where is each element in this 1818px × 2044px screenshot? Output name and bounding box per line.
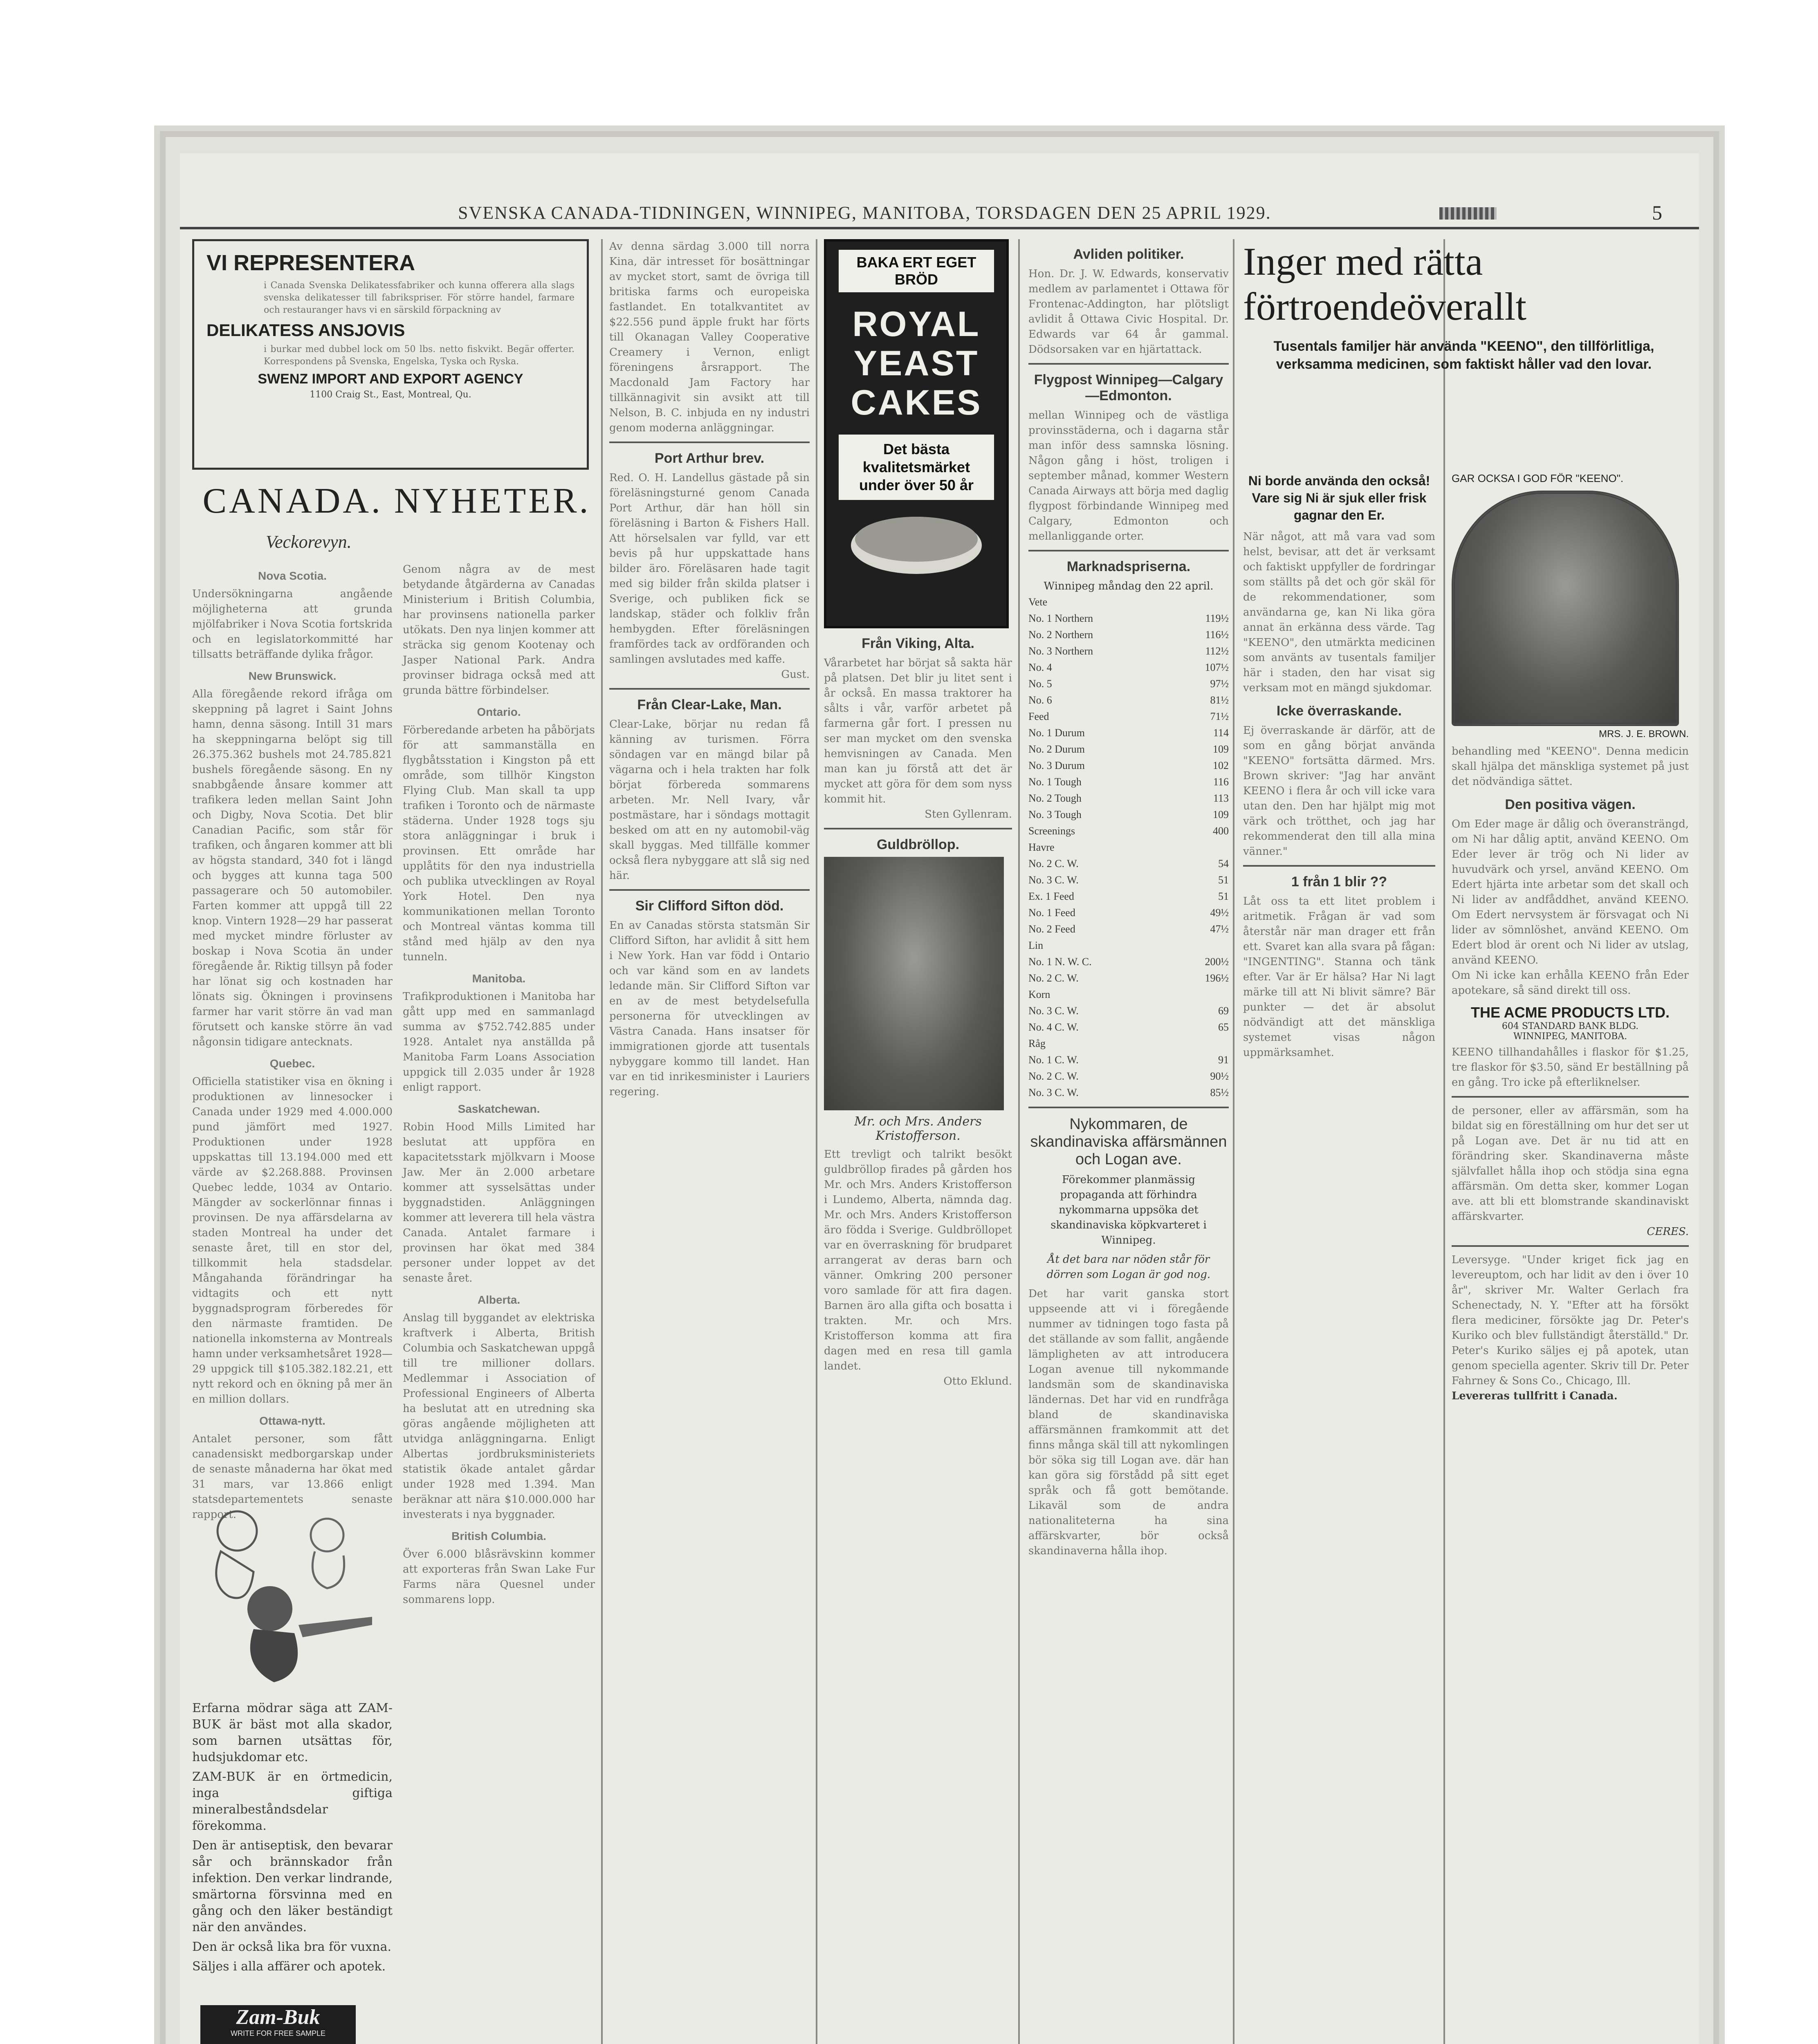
keeno-headline-2: förtroendeöverallt [1243,285,1526,328]
market-group-title: Råg [1028,1038,1046,1049]
col3-lead: Av denna särdag 3.000 till norra Kina, där intresset för bosättningar av mycket stort, samt de övriga till britiska farms och europeiska fastlandet. En totalkvantitet av $22.556 pund äpple frukt har förts till Okanagan Valley Cooperative Creamery i Vernon, enligt föreningens årsrapport. The Macdonald Jam Factory har tillkännagivit sin avsikt att till Nelson, B. C. inbjuda en ny industri genom moderna anläggningar. [609,240,810,434]
column-5 [1028,239,1229,1559]
delikatess-product: DELIKATESS ANSJOVIS [206,320,405,340]
keeno-right-text-2: Om Eder mage är dålig och överansträngd, om Ni har dålig aptit, använd KEENO. Om Eder lever är trög och Ni lider av huvudvärk och yrsel, använd KEENO. Om Edert hjärta inte arbetar som det skall och Ni lider av andfåddhet, använd KEENO. Om Edert nervsystem är försvagat och Ni lider av sömnlöshet, använd KEENO. Om Edert blod är orent och Ni lider av utslag, använd KEENO. [1452,818,1689,966]
market-row [1028,1019,1229,1035]
market-row [1028,708,1229,725]
section-head: Nova Scotia. [258,569,327,582]
column-rule [1233,239,1234,2044]
market-row [1028,970,1229,986]
divider [1243,865,1435,867]
newspaper-page [180,153,1699,2044]
market-row [1028,790,1229,807]
market-group-title: Havre [1028,841,1055,853]
zambuk-logo-text: Zam-Buk [236,2006,320,2029]
keeno-head-3: 1 från 1 blir ?? [1291,874,1387,890]
viking-sign: Sten Gyllenram. [925,808,1012,820]
market-grade: No. 1 Northern [1028,612,1093,624]
zambuk-text-2: ZAM-BUK är en örtmedicin, inga giftiga mineralbeståndsdelar förekomma. [192,1770,393,1833]
flygpost-head: Flygpost Winnipeg—Calgary —Edmonton. [1034,372,1223,403]
market-price: 109 [1213,743,1229,755]
market-price: 107½ [1205,661,1229,673]
yeast-claim: Det bästa kvalitetsmärket under över 50 år [839,435,994,500]
section-text: Alla föregående rekord ifråga om skeppning på lagret i Saint Johns hamn, denna säsong. Intill 31 mars ha skeppningarna belöpt sig till 26.375.362 bushels mot 24.785.821 bushels föregående säsong. En ny snabbgående ånsare kommer att trafikera leden mellan Saint John och Digby, Nova Scotia. Det blir Canadian Pacific, som står för trafiken, och ångaren kommer att bli av högsta standard, 340 fot i längd och bygges att kunna taga 500 passagerare och 50 automobiler. Farten kommer att uppgå till 22 knop. Vintern 1928—29 har passerat med mycket mindre förluster av boskap i Nova Scotia än under föregående år. Riktig tillsyn på foder har lönat sig och kostnaden har lönats sig. Ökningen i provinsens farmer har varit större än vad man förutsett och kanske större än vad någonsin tidigare antecknats. [192,688,393,1048]
market-grade: No. 1 C. W. [1028,1054,1079,1066]
zambuk-text-5: Säljes i alla affärer och apotek. [192,1959,386,1974]
market-price: 119½ [1205,612,1229,624]
section-head: Alberta. [477,1293,521,1306]
delikatess-company: SWENZ IMPORT AND EXPORT AGENCY [258,371,523,387]
column-rule [1018,239,1020,2044]
column-4 [824,239,1012,1389]
market-row [1028,856,1229,872]
market-price: 114 [1213,727,1229,739]
market-price: 97½ [1210,678,1229,690]
zambuk-logo [200,2005,356,2044]
market-price: 109 [1213,809,1229,820]
market-row [1028,823,1229,839]
section-text: Officiella statistiker visa en ökning i produktionen av linnesocker i Canada under 1929 med 4.000.000 pund jämfört med 1927. Produktionen under 1928 uppskattas till 13.194.000 med ett värde av $2.268.888. Provinsen Quebec ledde, 1034 av Ontario. Mängder av sockerlönnar finnas i provinsen. De nya affärsdelarna av staden Montreal ha under det senaste året, till en stor del, tillkommit hela stadsdelar. Mångahanda förändringar ha vidtagits och ett nytt byggnadsprogram förberedes för den närmaste framtiden. De nationella inkomsterna av Montreals hamn under verksamhetsåret 1928—29 uppgick till $105.382.182.21, ett nytt rekord och en ökning på mer än en million dollars. [192,1076,393,1405]
zambuk-text-1: Erfarna mödrar säga att ZAM-BUK är bäst mot alla skador, som barnen utsättas för, hudsjukdomar etc. [192,1701,393,1764]
flygpost-text: mellan Winnipeg och de västliga provinsstäderna, och i dagarna står man inför dess samnska lösning. Någon gång i höst, troligen i september månad, kommer Western Canada Airways att börja med daglig flygpost förbindande Winnipeg med Calgary, Edmonton och mellanliggande orter. [1028,409,1229,542]
market-row [1028,758,1229,774]
market-grade: No. 3 C. W. [1028,874,1079,886]
market-grade: No. 2 Tough [1028,792,1082,804]
clear-lake-head: Från Clear-Lake, Man. [637,697,782,713]
divider [1028,363,1229,365]
market-price: 54 [1218,858,1229,870]
couple-photo [824,857,1004,1110]
section-text: Förberedande arbeten ha påbörjats för att sammanställa en flygbåtsstation i Kingston på ett område, som tillhör Kingston Flying Club. Man skall ta upp trafiken i Toronto och de närmaste städerna. Under 1928 togs sju stora anläggningar i bruk i provinsen. Ett område har upplåtits för den nya industriella och publika utvecklingen av Royal York Hotel. Den nya kommunikationen mellan Toronto och Montreal väntas komma till stånd med hjälp av den nya tunneln. [403,724,595,963]
market-row [1028,905,1229,921]
market-row [1028,1085,1229,1101]
port-arthur-head: Port Arthur brev. [654,450,765,466]
keeno-right-text-7: Levereras tullfritt i Canada. [1452,1390,1618,1402]
zambuk-text-3: Den är antiseptisk, den bevarar sår och brännskador från infektion. Den verkar lindrande, smärtorna försvinna med en gång och den läker beständigt när den användes. [192,1838,393,1934]
keeno-good-for: GAR OCKSA I GOD FÖR "KEENO". [1452,472,1624,484]
markets-head: Marknadspriserna. [1066,559,1191,574]
market-price: 90½ [1210,1070,1229,1082]
column-3 [609,239,810,1100]
masthead [180,198,1699,229]
market-grade: No. 3 Durum [1028,760,1085,771]
market-grade: No. 3 Northern [1028,645,1093,657]
royal-yeast-ad [824,239,1009,628]
market-price: 112½ [1205,645,1229,657]
keeno-ad [1243,239,1685,381]
viking-text: Vårarbetet har börjat så sakta här på platsen. Det blir ju litet sent i år också. En massa traktorer ha sålts i vår, varför arbetet på farmerna går fort. I pressen nu ser man mycket om den svenska hemvisningen av Canada. Men man kan ju förstå att det är mycket att göra för dem som nyss kommit hit. [824,657,1012,805]
divider [1028,1107,1229,1108]
market-grade: No. 2 Northern [1028,629,1093,641]
yeast-brand: ROYAL YEAST CAKES [851,305,982,422]
market-grade: No. 5 [1028,678,1052,690]
market-grade: No. 3 C. W. [1028,1005,1079,1017]
market-price: 71½ [1210,710,1229,722]
nykommaren-quote: Åt det bara nar nöden står för dörren som Logan är god nog. [1046,1253,1211,1281]
markets-table [1028,594,1229,1101]
market-grade: Screenings [1028,825,1075,837]
market-grade: No. 4 C. W. [1028,1021,1079,1033]
market-row [1028,1003,1229,1019]
delikatess-ad [192,239,589,470]
baby-illustration [192,1502,384,1699]
news-title: CANADA. NYHETER. [202,481,591,521]
section-head: British Columbia. [451,1530,546,1542]
market-row [1028,676,1229,692]
section-head: Ottawa-nytt. [259,1414,325,1427]
market-row [1028,921,1229,937]
masthead-line: SVENSKA CANADA-TIDNINGEN, WINNIPEG, MANITOBA, TORSDAGEN DEN 25 APRIL 1929. [458,203,1271,223]
market-row [1028,1068,1229,1085]
section-text: Genom några av de mest betydande åtgärderna av Canadas Ministerium i British Columbia, har provinsens nationella parker utökats. Den nya linjen kommer att sträcka sig genom Kootenay och Jasper National Park. Andra provinser bidraga också med att grunda bättre förbindelser. [403,563,595,697]
market-price: 49½ [1210,907,1229,919]
market-grade: No. 4 [1028,661,1052,673]
market-grade: No. 2 C. W. [1028,972,1079,984]
mrs-brown-portrait [1452,491,1679,726]
market-price: 85½ [1210,1087,1229,1098]
delikatess-intro: i Canada Svenska Delikatessfabriker och kunna offerera alla slags svenska delikatesser till fabrikspriser. För större handel, farmare och restauranger havs vi en särskild förpackning av [264,280,575,315]
yeast-top: BAKA ERT EGET BRÖD [839,250,994,292]
market-row [1028,643,1229,659]
column-rule [1443,239,1445,2044]
market-price: 113 [1213,792,1229,804]
market-grade: No. 2 C. W. [1028,1070,1079,1082]
column-rule [601,239,603,2044]
market-row [1028,741,1229,758]
keeno-sub: Tusentals familjer här använda "KEENO", den tillförlitliga, verksamma medicinen, som faktiskt håller vad den lovar. [1273,338,1654,372]
market-price: 200½ [1205,956,1229,968]
keeno-right-text-6: Leversyge. "Under kriget fick jag en levereuptom, och har lidit av den i över 10 år", skriver Mr. Walter Gerlach fra Schenectady, N. Y. "Efter att ha försökt flera mediciner, försökte jag Dr. Peter's Kuriko och blev fullständigt återställd." Dr. Peter's Kuriko säljes ej på apotek, utan genom speciella agenter. Skriv till Dr. Peter Fahrney & Sons Co., Chicago, Ill. [1452,1254,1689,1387]
market-price: 51 [1218,874,1229,886]
market-price: 116 [1213,776,1229,788]
zambuk-tagline: WRITE FOR FREE SAMPLE [230,2029,326,2037]
news-column-1 [192,562,393,1522]
market-row [1028,807,1229,823]
delikatess-title: VI REPRESENTERA [206,251,415,275]
delikatess-address: 1100 Craig St., East, Montreal, Qu. [310,390,471,400]
sifton-head: Sir Clifford Sifton död. [635,898,784,914]
keeno-right-text-3: Om Ni icke kan erhålla KEENO från Eder apotekare, så sänd direkt till oss. [1452,969,1689,997]
section-text: Robin Hood Mills Limited har beslutat att uppföra en kapacitetsstark mjölkvarn i Moose Jaw. Mer än 2.000 arbetare kommer att sysselsättas under byggnadstiden. Anläggningen kommer att leverera till hela västra Canada. Antalet farmare i provinsen har ökat med 384 personer under loppet av det senaste året. [403,1121,595,1284]
section-head: Saskatchewan. [458,1103,540,1115]
couple-caption: Mr. och Mrs. Anders Kristofferson. [854,1114,982,1143]
viking-head: Från Viking, Alta. [862,636,974,651]
section-head: Manitoba. [472,972,526,985]
avliden-head: Avliden politiker. [1073,247,1184,262]
market-price: 47½ [1210,923,1229,935]
market-grade: Ex. 1 Feed [1028,890,1074,902]
keeno-right-text-5: de personer, eller av affärsmän, som ha bildat sig en föreställning om hur det ser ut på Logan ave. Det är nu tid att en förändring sker. Skandinaverna måste självfallet hålla ihop och stödja sina egna affärsmän. Om detta sker, kommer Logan ave. att bli ett blomstrande skandinaviskt affärskvarter. [1452,1105,1689,1223]
market-price: 51 [1218,890,1229,902]
market-row [1028,627,1229,643]
section-text: Antalet personer, som fått canadensiskt medborgarskap under de senaste månaderna har ökat med 31 mars, var 13.866 enligt statsdepartementets senaste rapport. [192,1433,393,1521]
keeno-text-3: Låt oss ta ett litet problem i aritmetik. Frågan är vad som återstår när man drager ett från ett. Svaret kan alla svara på fågan: "INGENTING". Stanna och tänk efter. Var är Er hälsa? Har Ni lagt märke till att Ni blivit sämre? Bär punkter — det är absolut nödvändigt att det mänskliga systemet visas någon uppmärksamhet. [1243,895,1435,1059]
nykommaren-text: Det har varit ganska stort uppseende att vi i föregående nummer av tidningen togo fasta på det ställande av som fallit, angående lämpligheten av att introducera Logan avenue till nykommande landsmän som de skandinaviska ländernas. Det har vid en rundfråga bland de skandinaviska affärsmännen framkommit att det finns många skäl till att nykomlingen bör söka sig till Logan ave. där han kan göra sig förstådd på sitt eget språk och få gott bemötande. Likaväl som de andra nationaliteterna ha sina affärskvarter, bör också skandinaverna hålla ihop. [1028,1288,1229,1557]
market-row [1028,774,1229,790]
market-row [1028,659,1229,676]
keeno-text-1: När något, att må vara vad som helst, bevisar, att det är verksamt och faktiskt uppfyller de fordringar som ställts på det och gör skäl för de rekommendationer, som användarna ge, kan Ni lika göra annat än erkänna dess värde. Tag "KEENO", den utmärkta medicinen som använts av tusentals familjer här i staden, den har visat sig verksam mot en mängd sjukdomar. [1243,531,1435,694]
section-text: Undersökningarna angående möjligheterna att grunda mjölfabriker i Nova Scotia fortskrida och en legislatorkommitté har tillsatts beträffande dylika frågor. [192,588,393,661]
guldbrollop-text: Ett trevligt och talrikt besökt guldbröllop firades på gården hos Mr. och Mrs. Anders Kristofferson i Lundemo, Alberta, nämnda dag. Mr. och Mrs. Anders Kristofferson äro födda i Sverige. Guldbröllopet var en överraskning för brudparet arrangerat av deras barn och vänner. Omkring 200 personer voro samlade för att fira dagen. Barnen äro alla gifta och bosatta i trakten. Mr. och Mrs. Kristofferson komma att fira dagen med en resa till gamla landet. [824,1148,1012,1372]
section-text: Anslag till byggandet av elektriska kraftverk i Alberta, British Columbia och Saskatchewan uppgå till tre millioner dollars. Medlemmar i Association of Professional Engineers of Alberta ha beslutat att en utredning ska göras angående möjligheten att utvidga anläggningarna. Enligt Albertas jordbruksministeriets statistik ökade antalet gårdar under 1928 med 1.394. Man beräknar att nära $10.000.000 har investerats i nya byggnader. [403,1312,595,1521]
market-price: 69 [1218,1005,1229,1017]
keeno-text-2: Ej överraskande är därför, att de som en gång börjat använda "KEENO" fortsätta därmed. Mrs. Brown skriver: "Jag har använt KEENO i flera år och vill icke vara utan den. Den har hjälpt mig mot värk och trötthet, och jag har rekommenderat den till alla mina vänner." [1243,724,1435,858]
market-row [1028,954,1229,970]
news-header [192,480,601,552]
divider [1452,1245,1689,1247]
divider [1028,550,1229,551]
nykommaren-intro: Förekommer planmässig propaganda att förhindra nykommarna uppsöka det skandinaviska köpkvarteret i Winnipeg. [1050,1174,1207,1246]
zambuk-text-4: Den är också lika bra för vuxna. [192,1940,392,1954]
market-grade: No. 1 N. W. C. [1028,956,1092,968]
page-number: 5 [1652,201,1662,224]
divider [609,442,810,443]
news-column-2 [403,562,595,1607]
market-grade: No. 6 [1028,694,1052,706]
market-grade: No. 2 Durum [1028,743,1085,755]
section-head: Quebec. [269,1057,315,1070]
ceres-sign: CERES. [1647,1226,1689,1238]
sifton-text: En av Canadas största statsmän Sir Clifford Sifton, har avlidit å sitt hem i New York. Han var född i Ontario och var känd som en av landets ledande män. Sir Clifford Sifton var en av de mest betydelsefulla personerna för utvecklingen av Västra Canada. Hans insatser för immigrationen gjorde att tusentals nybyggare kommo till landet. Han var en tid inrikesminister i Lauriers regering. [609,919,810,1098]
delikatess-product-desc: i burkar med dubbel lock om 50 lbs. netto fiskvikt. Begär offerter. Korrespondens på Svenska, Engelska, Tyska och Ryska. [264,344,575,367]
market-price: 91 [1218,1054,1229,1066]
guldbrollop-sign: Otto Eklund. [943,1375,1012,1387]
market-price: 196½ [1205,972,1229,984]
market-price: 102 [1213,760,1229,771]
masthead-ornament [1439,207,1497,220]
market-group-title: Lin [1028,939,1044,951]
section-text: Över 6.000 blåsrävskinn kommer att exporteras från Swan Lake Fur Farms nära Quesnel under sommarens lopp. [403,1548,595,1606]
keeno-head-4: Den positiva vägen. [1505,797,1636,812]
market-grade: No. 2 C. W. [1028,858,1079,870]
market-grade: No. 1 Tough [1028,776,1082,788]
market-grade: No. 1 Durum [1028,727,1085,739]
acme-address-1: 604 STANDARD BANK BLDG. [1502,1021,1639,1031]
keeno-q1: Ni borde använda den också! Vare sig Ni är sjuk eller frisk gagnar den Er. [1248,473,1430,522]
section-head: Ontario. [477,706,521,718]
divider [609,889,810,891]
section-text: Trafikproduktionen i Manitoba har gått upp med en sammanlagd summa av $752.742.885 under 1928. Antalet nya anställda på Manitoba Farm Loans Association uppgick till 2.035 under år 1928 enligt rapport. [403,991,595,1094]
divider [1452,1096,1689,1098]
market-grade: No. 1 Feed [1028,907,1075,919]
market-price: 81½ [1210,694,1229,706]
zambuk-ad [192,1502,393,2044]
market-grade: Feed [1028,710,1049,722]
keeno-right-column [1452,472,1689,1404]
keeno-right-text-1: behandling med "KEENO". Denna medicin skall hjälpa det mänskliga systemet på just det nödvändiga sättet. [1452,745,1689,788]
keeno-left-column [1243,472,1435,1060]
delikatess-ad-box [192,239,589,470]
port-arthur-text: Red. O. H. Landellus gästade på sin föreläsningsturné genom Canada Port Arthur, där han höll sin föreläsning i Barton & Fishers Hall. Att hörselsalen var fylld, var ett bevis på hur uppskattade hans bilder äro. Föreläsaren hade tagit med sig bilder från skilda platser i Sverige, och publiken fick se landskap, städer och folkliv från hembygden. Efter föreläsningen framfördes tack av ordföranden och samlingen avslutades med kaffe. [609,472,810,666]
market-grade: No. 3 C. W. [1028,1087,1079,1098]
guldbrollop-head: Guldbröllop. [876,837,960,852]
column-rule [816,239,817,2044]
market-row [1028,725,1229,741]
market-grade: No. 3 Tough [1028,809,1082,820]
market-price: 65 [1218,1021,1229,1033]
keeno-right-text-4: KEENO tillhandahålles i flaskor för $1.25, tre flaskor för $3.50, sänd Er beställning på en gång. Tro icke på efterliknelser. [1452,1046,1689,1089]
port-arthur-sign: Gust. [781,668,810,681]
portrait-caption: MRS. J. E. BROWN. [1598,728,1689,740]
divider [609,688,810,690]
clear-lake-text: Clear-Lake, börjar nu redan få känning av turismen. Förra söndagen var en mängd bilar på vägarna och i hela trakten har folk börjat förbereda sommarens arbeten. Mr. Nell Ivary, vår postmästare, har i söndags mottagit besked om att en ny automobil-väg skall byggas. Med tillfälle kommer också flera nybyggare att slå sig ned här. [609,718,810,882]
market-row [1028,872,1229,888]
market-row [1028,888,1229,905]
market-price: 116½ [1205,629,1229,641]
market-group-title: Korn [1028,988,1050,1000]
news-subtitle: Veckorevyn. [266,532,352,552]
market-row [1028,1052,1229,1068]
nykommaren-head: Nykommaren, de skandinaviska affärsmännen och Logan ave. [1030,1116,1227,1168]
market-price: 400 [1213,825,1229,837]
divider [824,828,1012,829]
acme-company: THE ACME PRODUCTS LTD. [1471,1004,1670,1021]
market-grade: No. 2 Feed [1028,923,1075,935]
markets-date: Winnipeg måndag den 22 april. [1044,580,1214,592]
acme-address-2: WINNIPEG, MANITOBA. [1513,1031,1627,1042]
market-row [1028,610,1229,627]
keeno-headline-1: Inger med rätta [1243,240,1483,283]
bread-loaf-icon [843,507,990,576]
market-row [1028,692,1229,708]
market-group-title: Vete [1028,596,1048,608]
avliden-text: Hon. Dr. J. W. Edwards, konservativ medlem av parlamentet i Ottawa för Frontenac-Addington, har plötsligt avlidit å Ottawa Civic Hospital. Dr. Edwards var 64 år gammal. Dödsorsaken var en hjärtattack. [1028,268,1229,356]
keeno-head-2: Icke överraskande. [1276,703,1402,719]
section-head: New Brunswick. [248,670,337,682]
